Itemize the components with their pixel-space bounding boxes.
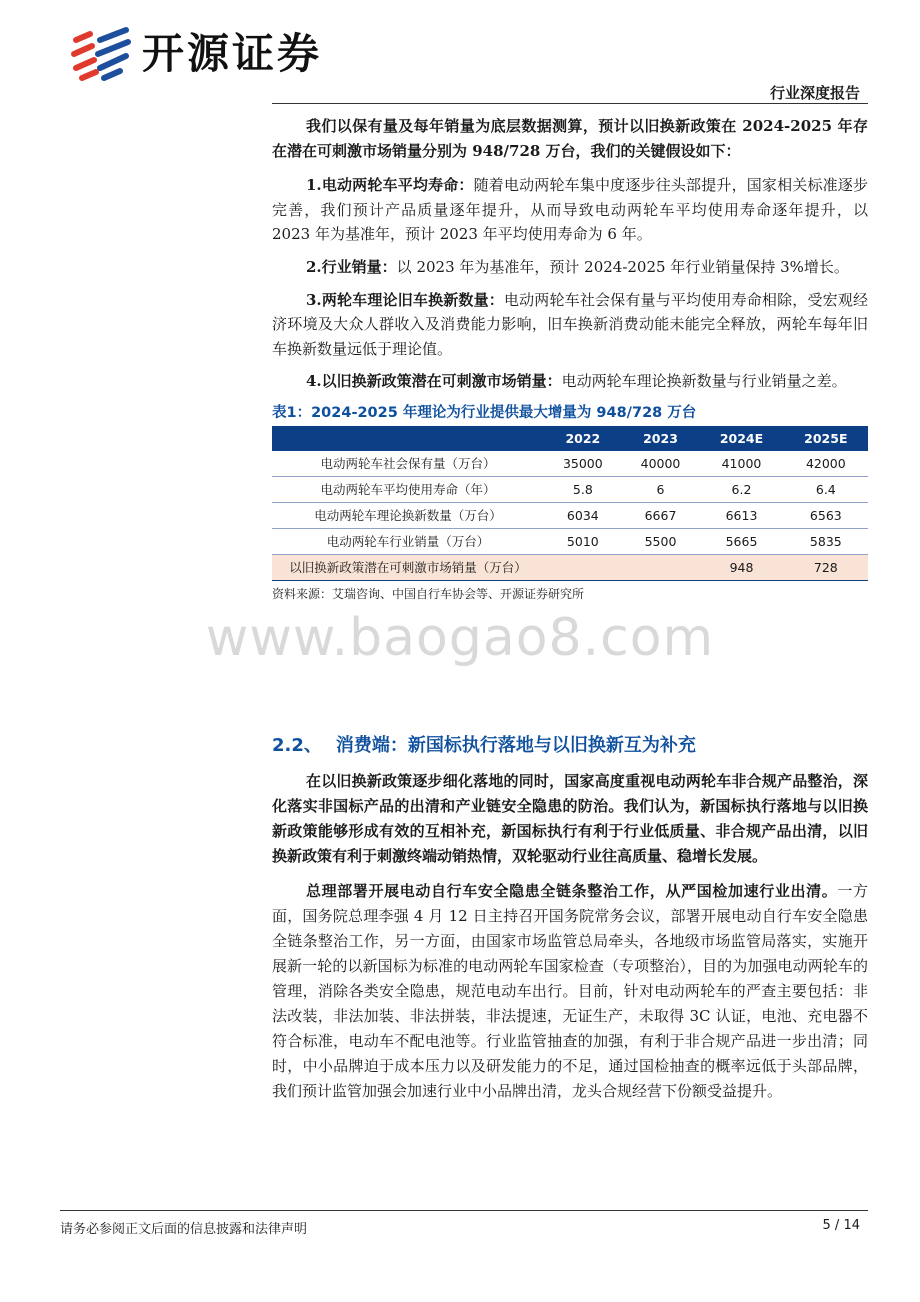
table-cell: 40000 xyxy=(622,451,700,477)
table-cell: 5665 xyxy=(699,528,783,554)
section-paragraph-2 xyxy=(272,879,868,1104)
table-source: 资料来源：艾瑞咨询、中国自行车协会等、开源证券研究所 xyxy=(272,586,585,601)
table-cell xyxy=(622,554,700,580)
table-header-cell: 2024E xyxy=(699,426,783,451)
paragraph-lead: 总理部署开展电动自行车安全隐患全链条整治工作，从严国检加速行业出清。 xyxy=(306,882,838,900)
assumption-body: 电动两轮车社会保有量与平均使用寿命相除，受宏观经济环境及大众人群收入及消费能力影响，旧车换新消费动能未能完全释放，两轮车每年旧车换新数量远低于理论值。 xyxy=(272,290,868,358)
table-cell: 6.2 xyxy=(699,476,783,502)
table-cell: 5010 xyxy=(544,528,622,554)
data-table xyxy=(272,426,868,581)
intro-paragraph: 我们以保有量及每年销量为底层数据测算，预计以旧换新政策在 2024-2025 年存在潜在可刺激市场销量分别为 948/728 万台，我们的关键假设如下： xyxy=(272,117,868,160)
report-type: 行业深度报告 xyxy=(769,84,860,102)
table-cell: 5500 xyxy=(622,528,700,554)
assumption-body: 随着电动两轮车集中度逐步往头部提升，国家相关标准逐步完善，我们预计产品质量逐年提升，从而导致电动两轮车平均使用寿命逐年提升，以 2023 年为基准年，预计 2023 年平均使用寿命为 6 年。 xyxy=(272,176,868,244)
kaiyuan-logo-icon xyxy=(70,26,132,82)
table-row xyxy=(272,476,868,502)
table-header-cell: 2025E xyxy=(784,426,868,451)
assumption-item xyxy=(272,255,868,280)
table-cell: 6613 xyxy=(699,502,783,528)
assumption-body: 电动两轮车理论换新数量与行业销量之差。 xyxy=(561,372,847,391)
table-cell: 6034 xyxy=(544,502,622,528)
assumption-body: 以 2023 年为基准年，预计 2024-2025 年行业销量保持 3%增长。 xyxy=(396,257,849,276)
section-number: 2.2、 xyxy=(272,735,322,756)
assumption-title: 1.电动两轮车平均寿命： xyxy=(306,176,474,195)
assumption-item xyxy=(272,369,868,394)
footer-disclaimer: 请务必参阅正文后面的信息披露和法律声明 xyxy=(60,1222,308,1237)
table-cell: 42000 xyxy=(784,451,868,477)
assumption-title: 4.以旧换新政策潜在可刺激市场销量： xyxy=(306,372,562,391)
assumption-title: 3.两轮车理论旧车换新数量： xyxy=(306,290,504,309)
section-paragraph-1: 在以旧换新政策逐步细化落地的同时，国家高度重视电动两轮车非合规产品整治，深化落实非国标产品的出清和产业链安全隐患的防治。我们认为，新国标执行落地与以旧换新政策能够形成有效的互相补充，新国标执行有利于行业低质量、非合规产品出清，以旧换新政策有利于刺激终端动销热情，双轮驱动行业往高质量、稳增长发展。 xyxy=(272,772,868,865)
section-heading: 消费端：新国标执行落地与以旧换新互为补充 xyxy=(335,735,696,756)
table-row xyxy=(272,502,868,528)
table-cell: 以旧换新政策潜在可刺激市场销量（万台） xyxy=(272,554,544,580)
watermark: www.baogao8.com xyxy=(205,608,715,668)
table-cell: 电动两轮车社会保有量（万台） xyxy=(272,451,544,477)
table-cell: 6667 xyxy=(622,502,700,528)
table-row xyxy=(272,528,868,554)
table-cell: 6 xyxy=(622,476,700,502)
table-row-highlight xyxy=(272,554,868,580)
main-content xyxy=(272,114,868,602)
table-title: 表1：2024-2025 年理论为行业提供最大增量为 948/728 万台 xyxy=(272,404,697,421)
table-cell: 948 xyxy=(699,554,783,580)
page-header xyxy=(0,0,920,105)
table-header-cell xyxy=(272,426,544,451)
table-cell: 6.4 xyxy=(784,476,868,502)
table-cell: 5835 xyxy=(784,528,868,554)
section-title xyxy=(272,733,868,759)
table-cell: 5.8 xyxy=(544,476,622,502)
table-cell: 728 xyxy=(784,554,868,580)
section-2-2 xyxy=(272,733,868,1104)
assumption-title: 2.行业销量： xyxy=(306,257,397,276)
table-cell: 6563 xyxy=(784,502,868,528)
header-divider xyxy=(272,103,868,104)
table-cell: 电动两轮车理论换新数量（万台） xyxy=(272,502,544,528)
page-number: 5 / 14 xyxy=(822,1218,860,1233)
table-cell: 电动两轮车行业销量（万台） xyxy=(272,528,544,554)
table-cell: 35000 xyxy=(544,451,622,477)
assumption-item xyxy=(272,173,868,247)
table-header-cell: 2023 xyxy=(622,426,700,451)
paragraph-body: 一方面，国务院总理李强 4 月 12 日主持召开国务院常务会议，部署开展电动自行车安全隐患全链条整治工作，另一方面，由国家市场监管总局牵头，各地级市场监管局落实，实施开展新一轮的以新国标为标准的电动两轮车国家检查（专项整治），目的为加强电动两轮车的管理，消除各类安全隐患，规范电动车出行。目前，针对电动两轮车的严查主要包括：非法改装，非法加装、非法拼装，非法提速，无证生产，未取得 3C 认证，电池、充电器不符合标准，电动车不配电池等。行业监管抽查的加强，有利于非合规产品进一步出清；同时，中小品牌迫于成本压力以及研发能力的不足，通过国检抽查的概率远低于头部品牌，我们预计监管加强会加速行业中小品牌出清，龙头合规经营下份额受益提升。 xyxy=(272,882,868,1100)
table-cell: 41000 xyxy=(699,451,783,477)
table-row xyxy=(272,451,868,477)
assumption-item xyxy=(272,288,868,362)
brand-name: 开源证券 xyxy=(142,29,323,78)
table-header-cell: 2022 xyxy=(544,426,622,451)
footer-divider xyxy=(60,1210,868,1211)
table-cell: 电动两轮车平均使用寿命（年） xyxy=(272,476,544,502)
table-cell xyxy=(544,554,622,580)
table-header-row xyxy=(272,426,868,451)
